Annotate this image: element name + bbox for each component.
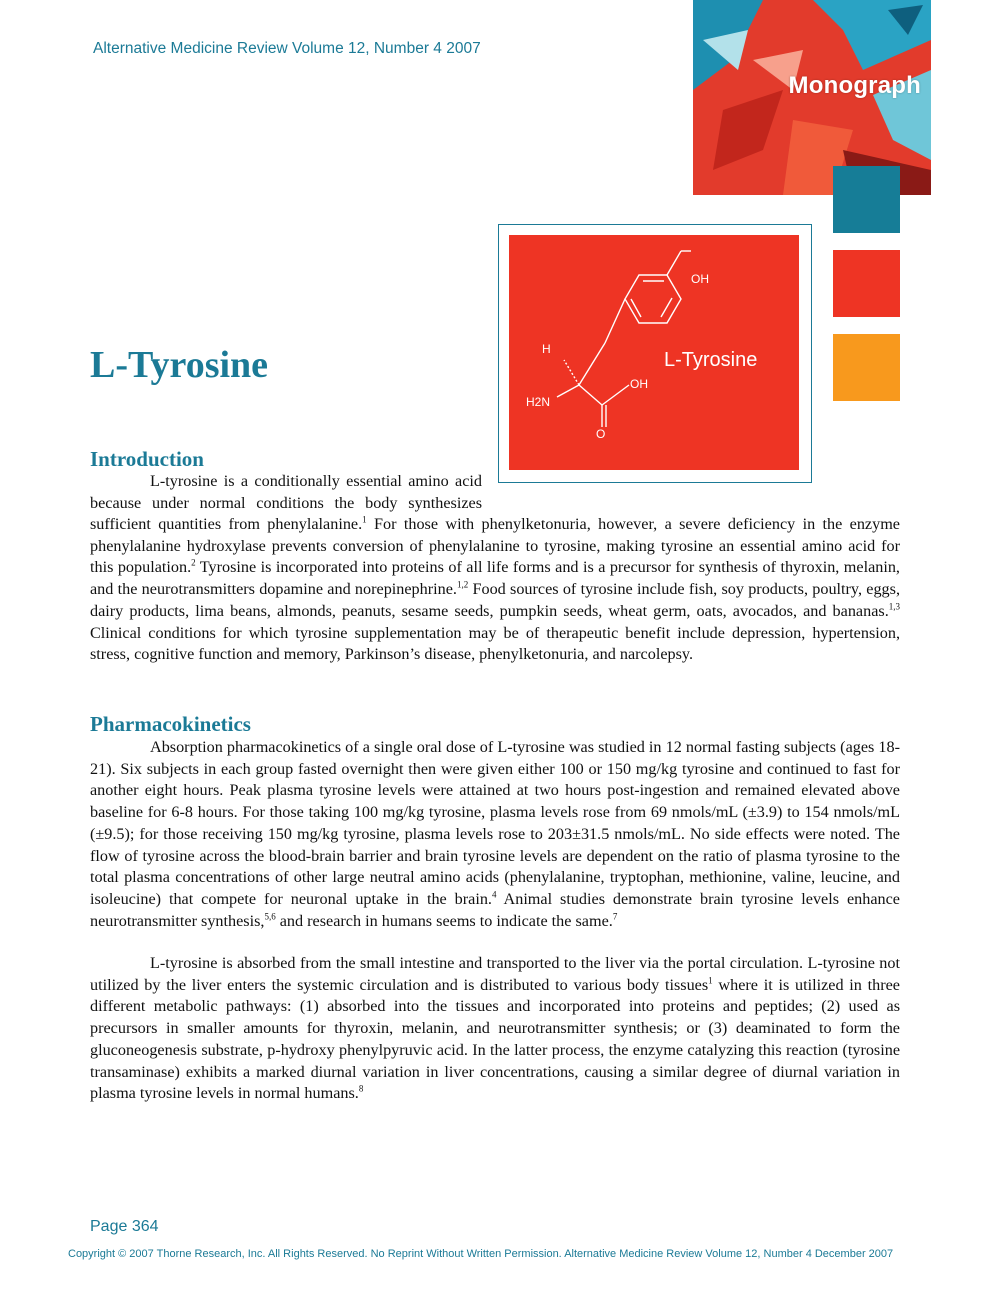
atom-h: H: [542, 342, 551, 356]
article-title: L-Tyrosine: [90, 344, 269, 386]
introduction-heading: Introduction: [90, 447, 204, 471]
pharmacokinetics-heading: Pharmacokinetics: [90, 712, 251, 736]
journal-header: Alternative Medicine Review Volume 12, Number 4 2007: [93, 40, 481, 57]
decorative-square-red: [833, 250, 900, 317]
structure-panel: [509, 235, 799, 470]
atom-h2n: H2N: [526, 395, 551, 409]
atom-o: O: [596, 427, 606, 441]
atom-oh-acid: OH: [630, 377, 648, 391]
decorative-square-teal: [833, 166, 900, 233]
structure-figure: [498, 224, 812, 483]
introduction-paragraph-start: L-tyrosine is a conditionally essential amino acid because under normal conditions the body synthesizes: [90, 472, 482, 512]
section-label: Monograph: [788, 72, 921, 99]
page-number: Page 364: [90, 1218, 159, 1235]
atom-oh-phenol: OH: [691, 272, 709, 286]
pharmacokinetics-paragraph-1: Absorption pharmacokinetics of a single oral dose of L-tyrosine was studied in 12 normal fasting subjects (ages 18-21). Six subjects in each group fasted overnight then were given either 100 or 150 mg/kg tyrosine and continued to fast for another eight hours. Peak plasma tyrosine levels were attained at two hours post-ingestion and remained elevated above baseline for 6-8 hours. For those taking 100 mg/kg tyrosine, plasma levels rose from 69 nmols/mL (±3.9) to 154 nmols/mL (±9.5); for those receiving 150 mg/kg tyrosine, plasma levels rose to 203±31.5 nmols/mL. No side effects were noted. The flow of tyrosine across the blood-brain barrier and brain tyrosine levels are dependent on the ratio of plasma tyrosine to the total plasma concentrations of other large neutral amino acids (phenylalanine, tryptophan, methionine, valine, leucine, and isoleucine) that compete for neuronal uptake in the brain.$^4$ Animal studies demonstrate brain tyrosine levels enhance neurotransmitter synthesis,$^{5,6}$ and research in humans seems to indicate the same.$^7$: [90, 738, 900, 930]
decorative-square-orange: [833, 334, 900, 401]
copyright-footer: Copyright © 2007 Thorne Research, Inc. All Rights Reserved. No Reprint Without Written Permission. Alternative Medicine Review Volume 12, Number 4 December 2007: [68, 1248, 894, 1260]
pharmacokinetics-paragraph-2: L-tyrosine is absorbed from the small intestine and transported to the liver via the portal circulation. L-tyrosine not utilized by the liver enters the systemic circulation and is distributed to various body tissues$^1$ where it is utilized in three different metabolic pathways: (1) absorbed into the tissues and incorporated into proteins and peptides; (2) used as precursors in smaller amounts for thyroxin, melanin, and neurotransmitter synthesis; or (3) deaminated to form the gluconeogenesis substrate, p-hydroxy phenylpyruvic acid. In the latter process, the enzyme catalyzing this reaction (tyrosine transaminase) exhibits a marked diurnal variation in liver concentrations, causing a similar degree of diurnal variation in plasma tyrosine levels in normal humans.$^8$: [90, 954, 900, 1103]
figure-label: L-Tyrosine: [664, 349, 758, 371]
introduction-paragraph: sufficient quantities from phenylalanine.$^1$ For those with phenylketonuria, however, a severe deficiency in the enzyme phenylalanine hydroxylase prevents conversion of phenylalanine to tyrosine, making tyrosine an essential amino acid for this population.$^2$ Tyrosine is incorporated into proteins of all life forms and is a precursor for synthesis of thyroxin, melanin, and the neurotransmitters dopamine and norepinephrine.$^{1,2}$ Food sources of tyrosine include fish, soy products, poultry, eggs, dairy products, lima beans, almonds, peanuts, sesame seeds, pumpkin seeds, wheat germ, oats, avocados, and bananas.$^{1,3}$ Clinical conditions for which tyrosine supplementation may be of therapeutic benefit include depression, hypertension, stress, cognitive function and memory, Parkinson’s disease, phenylketonuria, and narcolepsy.: [90, 514, 900, 664]
